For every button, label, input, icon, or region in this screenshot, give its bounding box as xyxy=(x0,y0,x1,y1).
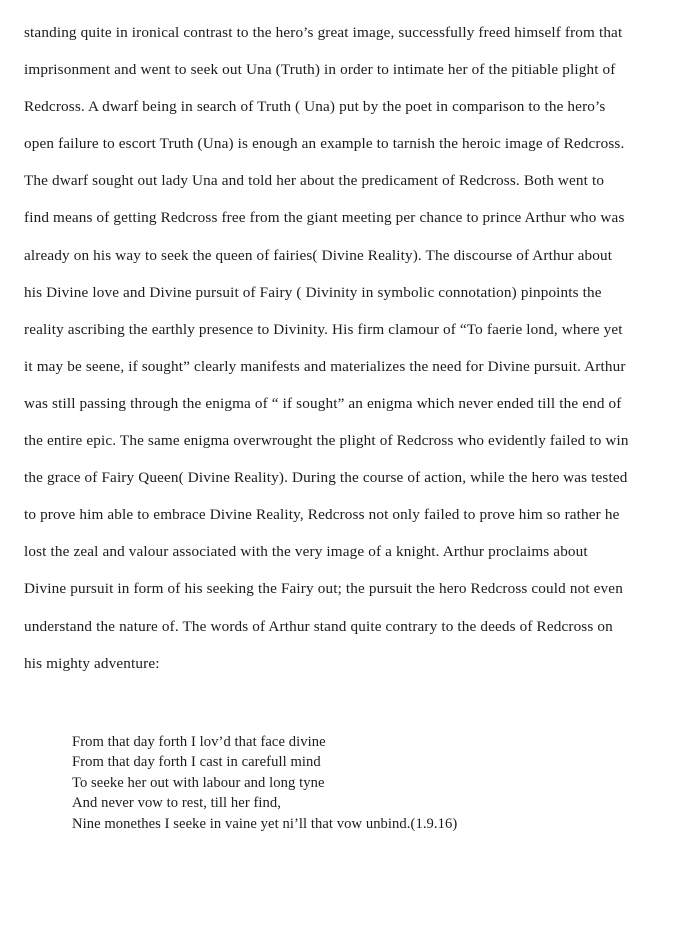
body-line: was still passing through the enigma of “ if sought” an enigma which never ended till the end of xyxy=(24,394,622,412)
body-line: standing quite in ironical contrast to the hero’s great image, successfully freed himself from that xyxy=(24,24,623,41)
body-line: find means of getting Redcross free from the giant meeting per chance to prince Arthur who was xyxy=(24,209,625,227)
verse-line: From that day forth I lov’d that face divine xyxy=(72,734,326,750)
body-line: open failure to escort Truth (Una) is enough an example to tarnish the heroic image of Redcross. xyxy=(24,135,625,153)
body-line: imprisonment and went to seek out Una (Truth) in order to intimate her of the pitiable plight of xyxy=(24,61,616,79)
body-line: Divine pursuit in form of his seeking the Fairy out; the pursuit the hero Redcross could not even xyxy=(24,580,623,598)
body-line: his mighty adventure: xyxy=(24,654,160,672)
body-line: reality ascribing the earthly presence to Divinity. His firm clamour of “To faerie lond, where yet xyxy=(24,320,623,338)
verse-line: From that day forth I cast in carefull mind xyxy=(72,754,321,771)
verse-quotation xyxy=(72,732,672,834)
body-line: to prove him able to embrace Divine Reality, Redcross not only failed to prove him so rather he xyxy=(24,506,620,524)
body-line: understand the nature of. The words of Arthur stand quite contrary to the deeds of Redcross on xyxy=(24,617,613,635)
body-line: The dwarf sought out lady Una and told her about the predicament of Redcross. Both went to xyxy=(24,172,605,190)
body-line: the grace of Fairy Queen( Divine Reality). During the course of action, while the hero was tested xyxy=(24,469,628,487)
body-line: his Divine love and Divine pursuit of Fairy ( Divinity in symbolic connotation) pinpoints the xyxy=(24,283,602,301)
body-line: Redcross. A dwarf being in search of Truth ( Una) put by the poet in comparison to the hero’s xyxy=(24,98,606,116)
body-line: already on his way to seek the queen of fairies( Divine Reality). The discourse of Arthur about xyxy=(24,246,613,264)
body-line: lost the zeal and valour associated with the very image of a knight. Arthur proclaims about xyxy=(24,543,588,561)
body-line: the entire epic. The same enigma overwrought the plight of Redcross who evidently failed to win xyxy=(24,432,629,450)
body-paragraph xyxy=(24,14,684,682)
body-line: it may be seene, if sought” clearly manifests and materializes the need for Divine pursuit. Arthur xyxy=(24,357,626,375)
verse-line: And never vow to rest, till her find, xyxy=(72,795,281,812)
verse-line: To seeke her out with labour and long tyne xyxy=(72,774,325,791)
verse-line: Nine monethes I seeke in vaine yet ni’ll that vow unbind.(1.9.16) xyxy=(72,815,458,832)
